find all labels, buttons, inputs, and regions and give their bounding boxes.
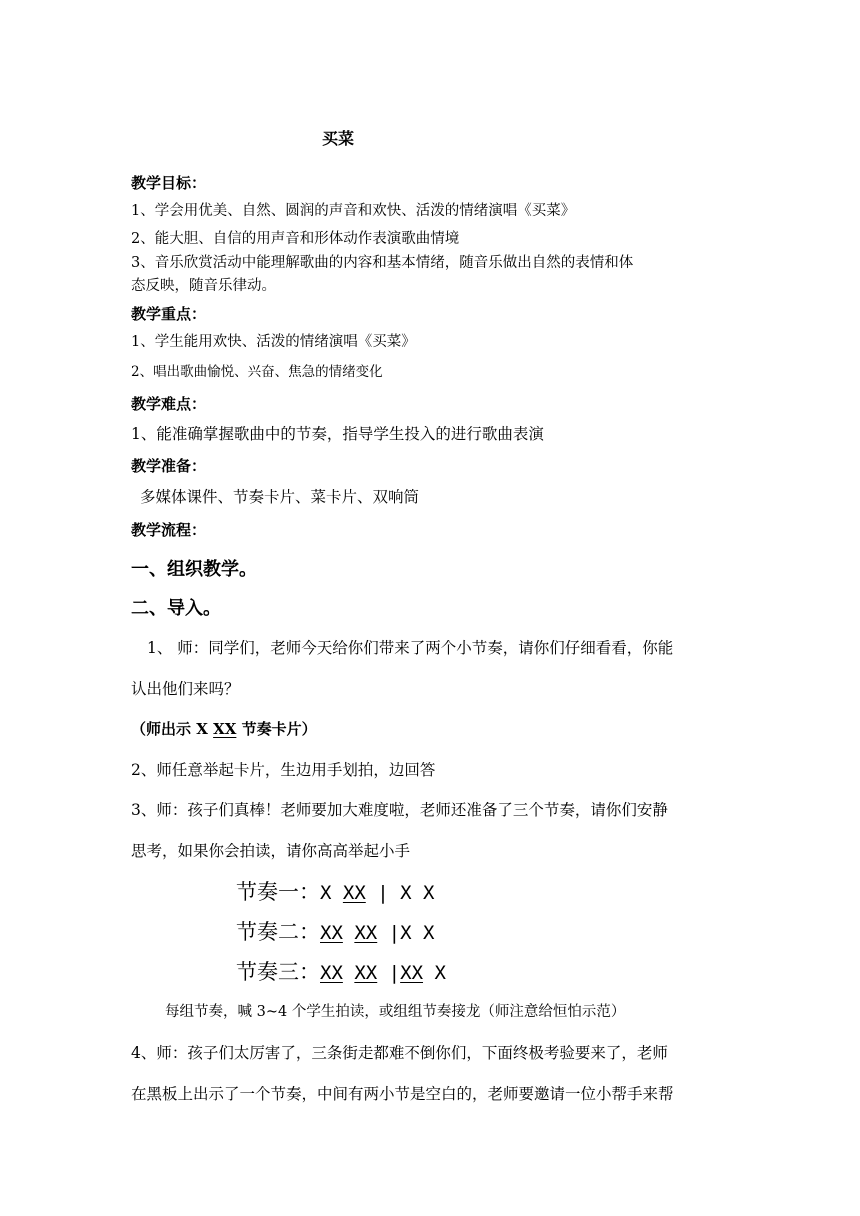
rhythm-note [343, 922, 354, 944]
card-note [131, 722, 317, 737]
paragraph: 思考，如果你会拍读，请你高高举起小手 [131, 842, 411, 860]
card-note-underlined: XX [213, 720, 237, 738]
section-heading: 一、组织教学。 [131, 559, 257, 580]
section-heading: 二、导入。 [131, 598, 221, 619]
paragraph: 3、师：孩子们真棒！老师要加大难度啦，老师还准备了三个节奏，请你们安静 [131, 801, 668, 819]
goal-item: 3、音乐欣赏活动中能理解歌曲的内容和基本情绪，随音乐做出自然的表情和体 [131, 255, 634, 271]
rhythm-label: 节奏一： [236, 880, 320, 904]
goals-heading: 教学目标： [131, 174, 207, 192]
rhythm-note-underlined: XX [342, 882, 366, 904]
card-note-suffix: 节奏卡片） [236, 720, 317, 738]
rhythm-line [236, 882, 434, 903]
prep-heading: 教学准备： [131, 457, 207, 475]
paragraph: 1、 师：同学们，老师今天给你们带来了两个小节奏，请你们仔细看看，你能 [147, 639, 674, 657]
rhythm-note-underlined: XX [320, 922, 343, 944]
rhythm-note-underlined: XX [354, 922, 378, 944]
paragraph: 2、师任意举起卡片，生边用手划拍，边回答 [131, 761, 436, 779]
rhythm-note: | X X [365, 882, 435, 904]
card-note-prefix: （师出示 X [131, 720, 214, 738]
rhythm-label: 节奏三： [236, 960, 320, 984]
difficulty-heading: 教学难点： [131, 395, 207, 413]
goal-item: 2、能大胆、自信的用声音和形体动作表演歌曲情境 [131, 231, 460, 247]
paragraph: 认出他们来吗？ [131, 680, 240, 698]
rhythm-note-underlined: XX [354, 962, 378, 984]
rhythm-label: 节奏二： [236, 920, 320, 944]
paragraph: 每组节奏，喊 3~4 个学生拍读，或组组节奏接龙（师注意给恒怕示范） [165, 1004, 626, 1020]
flow-heading: 教学流程： [131, 521, 207, 539]
rhythm-note-underlined: XX [400, 962, 424, 984]
rhythm-note [343, 962, 354, 984]
goal-item: 态反映，随音乐律动。 [131, 278, 276, 294]
document-title: 买菜 [322, 129, 355, 148]
difficulty-item: 1、能准确掌握歌曲中的节奏，指导学生投入的进行歌曲表演 [131, 425, 544, 443]
key-points-heading: 教学重点： [131, 305, 207, 323]
key-point-item: 1、学生能用欢快、活泼的情绪演唱《买菜》 [131, 334, 416, 350]
rhythm-note: X [423, 962, 446, 984]
key-point-item: 2、唱出歌曲愉悦、兴奋、焦急的情绪变化 [131, 364, 383, 380]
rhythm-note: |X X [377, 922, 435, 944]
rhythm-line [236, 922, 434, 943]
prep-text: 多媒体课件、节奏卡片、菜卡片、双响筒 [140, 488, 420, 506]
paragraph: 4、师：孩子们太厉害了，三条街走都难不倒你们，下面终极考验要来了，老师 [131, 1044, 668, 1062]
rhythm-note: X [320, 882, 343, 904]
rhythm-note: | [377, 962, 401, 984]
paragraph: 在黑板上出示了一个节奏，中间有两小节是空白的，老师要邀请一位小帮手来帮 [131, 1085, 674, 1103]
rhythm-note-underlined: XX [320, 962, 343, 984]
goal-item: 1、学会用优美、自然、圆润的声音和欢快、活泼的情绪演唱《买菜》 [131, 203, 576, 219]
rhythm-line [236, 962, 446, 983]
